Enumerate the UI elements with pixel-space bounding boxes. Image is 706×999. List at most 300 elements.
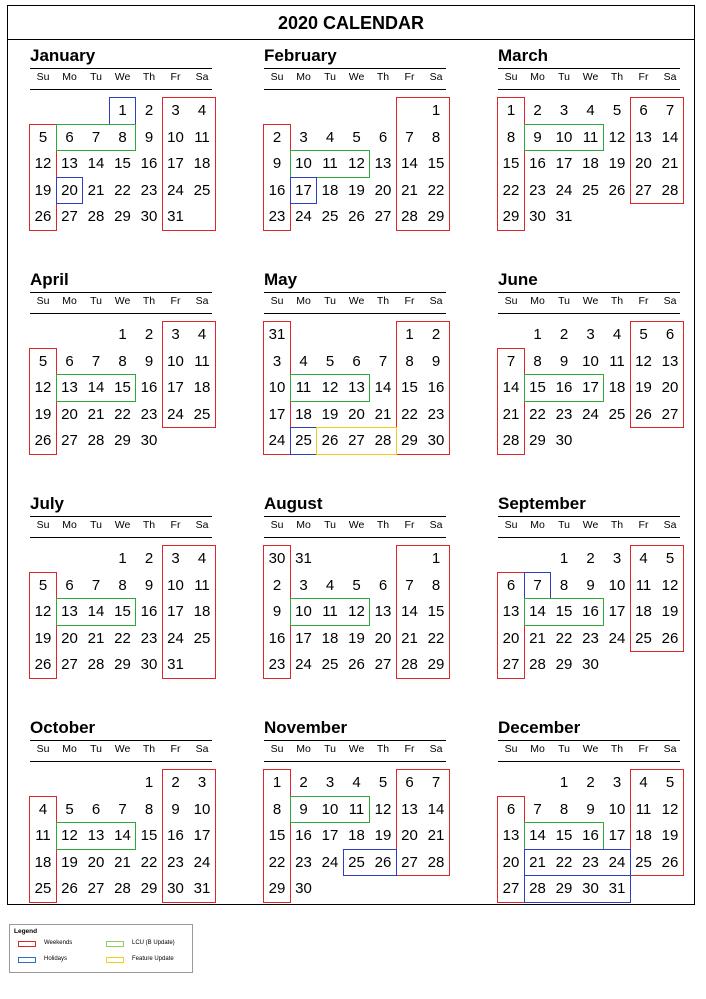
day-cell: 20 <box>61 629 78 647</box>
month-name: July <box>30 494 65 513</box>
day-cell: 13 <box>348 379 365 397</box>
day-cell: 10 <box>321 800 339 818</box>
day-cell: 10 <box>608 576 626 594</box>
day-cell: 22 <box>502 181 520 199</box>
day-cell: 14 <box>87 155 105 173</box>
day-cell: 28 <box>87 656 105 674</box>
day-cell: 2 <box>144 102 154 119</box>
day-cell: 6 <box>639 102 648 119</box>
weekday-label: Mo <box>296 71 311 83</box>
day-cell: 18 <box>193 379 211 397</box>
weekday-label: Fr <box>404 519 415 531</box>
day-cell: 20 <box>661 379 679 397</box>
weekday-label: We <box>582 519 599 531</box>
month-october <box>30 718 210 918</box>
calendar-frame <box>7 5 695 905</box>
legend-label: Feature Update <box>132 956 174 962</box>
weekday-label: Fr <box>170 295 181 307</box>
weekday-label: Sa <box>429 71 443 83</box>
day-cell: 18 <box>321 181 339 199</box>
day-cell: 26 <box>661 629 679 647</box>
weekday-label: Su <box>36 295 50 307</box>
day-cell: 5 <box>612 102 622 119</box>
day-cell: 29 <box>427 208 445 226</box>
day-cell: 6 <box>65 128 74 146</box>
day-cell: 6 <box>65 576 74 594</box>
weekday-label: Mo <box>530 519 545 531</box>
day-cell: 17 <box>321 827 339 845</box>
day-cell: 22 <box>140 853 158 871</box>
day-cell: 4 <box>352 774 361 791</box>
day-cell: 26 <box>348 208 365 226</box>
weekday-label: Tu <box>324 295 336 307</box>
month-name: October <box>30 718 96 737</box>
day-cell: 25 <box>321 656 339 674</box>
day-cell: 13 <box>502 827 520 845</box>
day-cell: 4 <box>299 352 308 370</box>
day-cell: 30 <box>268 550 286 567</box>
day-cell: 28 <box>87 208 105 226</box>
weekday-label: Mo <box>62 519 77 531</box>
weekday-label: Th <box>142 743 156 755</box>
day-cell: 2 <box>586 774 595 791</box>
day-cell: 21 <box>87 181 105 199</box>
day-cell: 30 <box>529 208 546 226</box>
legend <box>9 924 193 973</box>
day-cell: 23 <box>582 629 599 647</box>
day-cell: 1 <box>559 550 569 567</box>
day-cell: 11 <box>322 155 338 173</box>
day-cell: 13 <box>61 603 78 621</box>
day-cell: 4 <box>586 102 595 119</box>
weekday-label: Tu <box>90 519 102 531</box>
day-cell: 13 <box>87 827 105 845</box>
month-name: April <box>30 270 69 289</box>
day-cell: 11 <box>194 128 210 146</box>
day-cell: 26 <box>34 656 52 674</box>
day-cell: 25 <box>295 432 312 450</box>
day-cell: 9 <box>299 800 308 818</box>
legend-swatch-holidays <box>18 957 36 963</box>
weekday-label: Sa <box>663 295 677 307</box>
day-cell: 6 <box>352 352 361 370</box>
day-cell: 19 <box>34 629 52 647</box>
day-cell: 29 <box>114 656 131 674</box>
day-cell: 30 <box>555 432 573 450</box>
day-cell: 19 <box>34 181 52 199</box>
weekday-label: We <box>582 743 599 755</box>
day-cell: 22 <box>114 405 131 423</box>
day-cell: 21 <box>87 405 105 423</box>
day-cell: 19 <box>61 853 78 871</box>
day-cell: 29 <box>114 208 131 226</box>
day-cell: 1 <box>118 102 127 119</box>
day-cell: 3 <box>171 550 180 567</box>
day-cell: 14 <box>87 603 105 621</box>
day-cell: 2 <box>586 550 595 567</box>
day-cell: 17 <box>582 379 599 397</box>
day-cell: 18 <box>34 853 52 871</box>
day-cell: 7 <box>431 774 441 791</box>
legend-label: Weekends <box>44 940 73 946</box>
weekday-label: Mo <box>296 295 311 307</box>
day-cell: 22 <box>555 853 573 871</box>
weekday-label: We <box>348 295 365 307</box>
weekday-label: Tu <box>558 295 570 307</box>
day-cell: 29 <box>401 432 418 450</box>
weekday-label: Su <box>36 519 50 531</box>
day-cell: 27 <box>61 432 78 450</box>
day-cell: 12 <box>348 155 365 173</box>
day-cell: 31 <box>555 208 573 226</box>
day-cell: 7 <box>405 128 414 146</box>
day-cell: 17 <box>167 155 184 173</box>
day-cell: 11 <box>35 827 51 845</box>
day-cell: 1 <box>118 326 127 343</box>
day-cell: 9 <box>586 800 595 818</box>
day-cell: 7 <box>91 576 101 594</box>
day-cell: 2 <box>559 326 569 343</box>
weekday-label: Fr <box>170 519 181 531</box>
day-cell: 14 <box>427 800 445 818</box>
day-cell: 6 <box>506 576 516 594</box>
month-june <box>498 270 678 470</box>
day-cell: 14 <box>502 379 520 397</box>
day-cell: 27 <box>502 880 520 898</box>
month-name: December <box>498 718 581 737</box>
day-cell: 16 <box>140 603 158 621</box>
day-cell: 31 <box>608 880 626 898</box>
weekday-label: Sa <box>195 71 209 83</box>
day-cell: 5 <box>38 576 48 594</box>
month-december <box>498 718 678 918</box>
day-cell: 25 <box>608 405 626 423</box>
day-cell: 27 <box>348 432 365 450</box>
day-cell: 21 <box>529 853 546 871</box>
day-cell: 12 <box>61 827 78 845</box>
day-cell: 20 <box>635 155 652 173</box>
day-cell: 17 <box>295 181 312 199</box>
month-name: February <box>264 46 337 65</box>
day-cell: 15 <box>529 379 546 397</box>
weekday-label: Su <box>270 295 284 307</box>
day-cell: 1 <box>431 550 441 567</box>
weekday-header-row <box>30 740 212 762</box>
weekday-label: Sa <box>663 743 677 755</box>
day-cell: 30 <box>140 208 158 226</box>
day-cell: 24 <box>167 405 184 423</box>
day-cell: 17 <box>167 379 184 397</box>
day-cell: 5 <box>352 128 361 146</box>
day-cell: 10 <box>167 576 184 594</box>
day-cell: 23 <box>529 181 546 199</box>
weekday-label: Sa <box>195 295 209 307</box>
day-cell: 2 <box>144 326 154 343</box>
day-cell: 19 <box>348 181 365 199</box>
weekday-label: We <box>114 519 131 531</box>
day-cell: 10 <box>295 603 312 621</box>
day-cell: 26 <box>34 208 52 226</box>
day-cell: 16 <box>268 629 286 647</box>
weekday-header-row <box>264 68 446 90</box>
weekday-label: Fr <box>170 743 181 755</box>
weekday-label: Fr <box>404 71 415 83</box>
day-cell: 7 <box>665 102 675 119</box>
day-cell: 18 <box>608 379 626 397</box>
day-cell: 5 <box>38 128 48 146</box>
day-cell: 5 <box>665 550 675 567</box>
day-cell: 24 <box>167 181 184 199</box>
day-cell: 29 <box>268 880 286 898</box>
day-cell: 3 <box>197 774 207 791</box>
day-cell: 5 <box>665 774 675 791</box>
weekday-label: Th <box>142 519 156 531</box>
month-name: May <box>264 270 298 289</box>
day-cell: 23 <box>140 181 158 199</box>
day-cell: 18 <box>193 603 211 621</box>
weekday-label: Th <box>610 71 624 83</box>
day-cell: 21 <box>87 629 105 647</box>
day-cell: 26 <box>61 880 78 898</box>
day-cell: 7 <box>118 800 127 818</box>
weekday-label: Su <box>36 743 50 755</box>
day-cell: 6 <box>405 774 414 791</box>
day-cell: 11 <box>582 128 599 146</box>
day-cell: 22 <box>529 405 546 423</box>
day-cell: 21 <box>114 853 131 871</box>
day-cell: 8 <box>272 800 282 818</box>
day-cell: 23 <box>140 405 158 423</box>
day-cell: 20 <box>348 405 365 423</box>
day-cell: 7 <box>91 352 101 370</box>
day-cell: 21 <box>502 405 520 423</box>
day-cell: 28 <box>529 880 546 898</box>
day-cell: 23 <box>140 629 158 647</box>
day-cell: 5 <box>65 800 74 818</box>
weekday-label: We <box>348 743 365 755</box>
weekday-label: Mo <box>62 743 77 755</box>
day-cell: 10 <box>608 800 626 818</box>
day-cell: 8 <box>506 128 516 146</box>
legend-title: Legend <box>14 928 38 935</box>
day-cell: 28 <box>114 880 131 898</box>
day-cell: 12 <box>374 800 392 818</box>
day-cell: 8 <box>431 128 441 146</box>
day-cell: 8 <box>431 576 441 594</box>
day-cell: 10 <box>167 352 184 370</box>
month-january <box>30 46 210 246</box>
day-cell: 16 <box>268 181 286 199</box>
month-may <box>264 270 444 470</box>
day-cell: 15 <box>502 155 520 173</box>
weekday-label: Tu <box>324 743 336 755</box>
day-cell: 15 <box>268 827 286 845</box>
day-cell: 3 <box>171 102 180 119</box>
day-cell: 19 <box>34 405 52 423</box>
day-cell: 17 <box>295 629 312 647</box>
day-cell: 21 <box>374 405 392 423</box>
legend-swatch-lcu <box>106 941 124 947</box>
month-name: August <box>264 494 323 513</box>
weekday-label: Tu <box>324 519 336 531</box>
legend-label: Holidays <box>44 956 68 962</box>
weekday-header-row <box>264 740 446 762</box>
day-cell: 27 <box>661 405 679 423</box>
day-cell: 22 <box>401 405 418 423</box>
day-cell: 6 <box>506 800 516 818</box>
month-name: June <box>498 270 538 289</box>
day-cell: 26 <box>608 181 626 199</box>
month-march <box>498 46 678 246</box>
day-cell: 7 <box>533 800 542 818</box>
day-cell: 18 <box>321 629 339 647</box>
day-cell: 23 <box>582 853 599 871</box>
day-cell: 4 <box>197 326 207 343</box>
day-cell: 6 <box>378 128 388 146</box>
day-cell: 6 <box>665 326 675 343</box>
month-july <box>30 494 210 694</box>
day-cell: 27 <box>502 656 520 674</box>
weekday-header-row <box>30 292 212 314</box>
day-cell: 9 <box>144 128 154 146</box>
day-cell: 15 <box>555 603 573 621</box>
day-cell: 26 <box>34 432 52 450</box>
day-cell: 23 <box>295 853 312 871</box>
day-cell: 16 <box>529 155 546 173</box>
month-name: September <box>498 494 586 513</box>
day-cell: 24 <box>268 432 286 450</box>
weekday-label: Tu <box>90 295 102 307</box>
day-cell: 18 <box>348 827 365 845</box>
day-cell: 9 <box>144 352 154 370</box>
day-cell: 13 <box>61 155 78 173</box>
day-cell: 14 <box>401 155 418 173</box>
day-cell: 1 <box>405 326 414 343</box>
day-cell: 5 <box>38 352 48 370</box>
day-cell: 25 <box>193 405 211 423</box>
weekday-label: Sa <box>429 743 443 755</box>
day-cell: 21 <box>427 827 445 845</box>
day-cell: 29 <box>114 432 131 450</box>
day-cell: 25 <box>635 629 652 647</box>
weekday-label: Su <box>504 519 518 531</box>
day-cell: 25 <box>193 629 211 647</box>
day-cell: 30 <box>295 880 312 898</box>
weekday-label: Su <box>270 519 284 531</box>
day-cell: 3 <box>299 576 308 594</box>
day-cell: 2 <box>144 550 154 567</box>
day-cell: 5 <box>639 326 648 343</box>
day-cell: 16 <box>582 603 599 621</box>
day-cell: 27 <box>635 181 652 199</box>
day-cell: 31 <box>167 656 184 674</box>
weekday-header-row <box>30 68 212 90</box>
weekday-label: Su <box>504 743 518 755</box>
month-april <box>30 270 210 470</box>
day-cell: 4 <box>639 774 648 791</box>
month-august <box>264 494 444 694</box>
day-cell: 27 <box>61 208 78 226</box>
day-cell: 15 <box>401 379 418 397</box>
day-cell: 5 <box>325 352 335 370</box>
day-cell: 26 <box>635 405 652 423</box>
weekday-header-row <box>264 516 446 538</box>
day-cell: 2 <box>431 326 441 343</box>
weekday-label: Fr <box>404 743 415 755</box>
day-cell: 3 <box>612 550 622 567</box>
day-cell: 9 <box>272 603 282 621</box>
day-cell: 9 <box>586 576 595 594</box>
day-cell: 4 <box>612 326 622 343</box>
day-cell: 3 <box>559 102 569 119</box>
day-cell: 30 <box>140 432 158 450</box>
month-february <box>264 46 444 246</box>
day-cell: 17 <box>555 155 573 173</box>
day-cell: 11 <box>348 800 365 818</box>
weekday-label: Th <box>610 743 624 755</box>
weekday-label: Su <box>504 71 518 83</box>
weekday-label: Fr <box>638 519 649 531</box>
day-cell: 12 <box>34 155 52 173</box>
weekday-label: Su <box>270 743 284 755</box>
day-cell: 16 <box>140 379 158 397</box>
day-cell: 7 <box>506 352 516 370</box>
day-cell: 16 <box>555 379 573 397</box>
day-cell: 29 <box>427 656 445 674</box>
weekday-label: Su <box>504 295 518 307</box>
weekday-label: Th <box>376 295 390 307</box>
day-cell: 8 <box>144 800 154 818</box>
day-cell: 11 <box>322 603 338 621</box>
weekday-label: Fr <box>638 71 649 83</box>
day-cell: 28 <box>87 432 105 450</box>
day-cell: 5 <box>378 774 388 791</box>
day-cell: 14 <box>114 827 131 845</box>
day-cell: 25 <box>582 181 599 199</box>
day-cell: 29 <box>140 880 158 898</box>
day-cell: 24 <box>167 629 184 647</box>
weekday-label: Tu <box>90 743 102 755</box>
weekday-label: We <box>582 71 599 83</box>
day-cell: 27 <box>374 208 392 226</box>
day-cell: 12 <box>348 603 365 621</box>
day-cell: 27 <box>87 880 105 898</box>
day-cell: 4 <box>325 576 335 594</box>
day-cell: 29 <box>555 880 573 898</box>
weekday-label: Tu <box>558 743 570 755</box>
day-cell: 28 <box>374 432 392 450</box>
day-cell: 18 <box>635 827 652 845</box>
weekday-header-row <box>498 740 680 762</box>
day-cell: 8 <box>533 352 542 370</box>
day-cell: 18 <box>582 155 599 173</box>
day-cell: 1 <box>559 774 569 791</box>
day-cell: 27 <box>374 656 392 674</box>
day-cell: 23 <box>268 656 286 674</box>
day-cell: 9 <box>171 800 180 818</box>
day-cell: 19 <box>348 629 365 647</box>
day-cell: 11 <box>194 352 210 370</box>
weekday-label: We <box>348 519 365 531</box>
day-cell: 25 <box>321 208 339 226</box>
day-cell: 13 <box>374 603 392 621</box>
day-cell: 20 <box>401 827 418 845</box>
weekday-label: Tu <box>558 71 570 83</box>
legend-swatch-feature-update <box>106 957 124 963</box>
day-cell: 1 <box>118 550 127 567</box>
weekday-label: Fr <box>638 743 649 755</box>
month-september <box>498 494 678 694</box>
